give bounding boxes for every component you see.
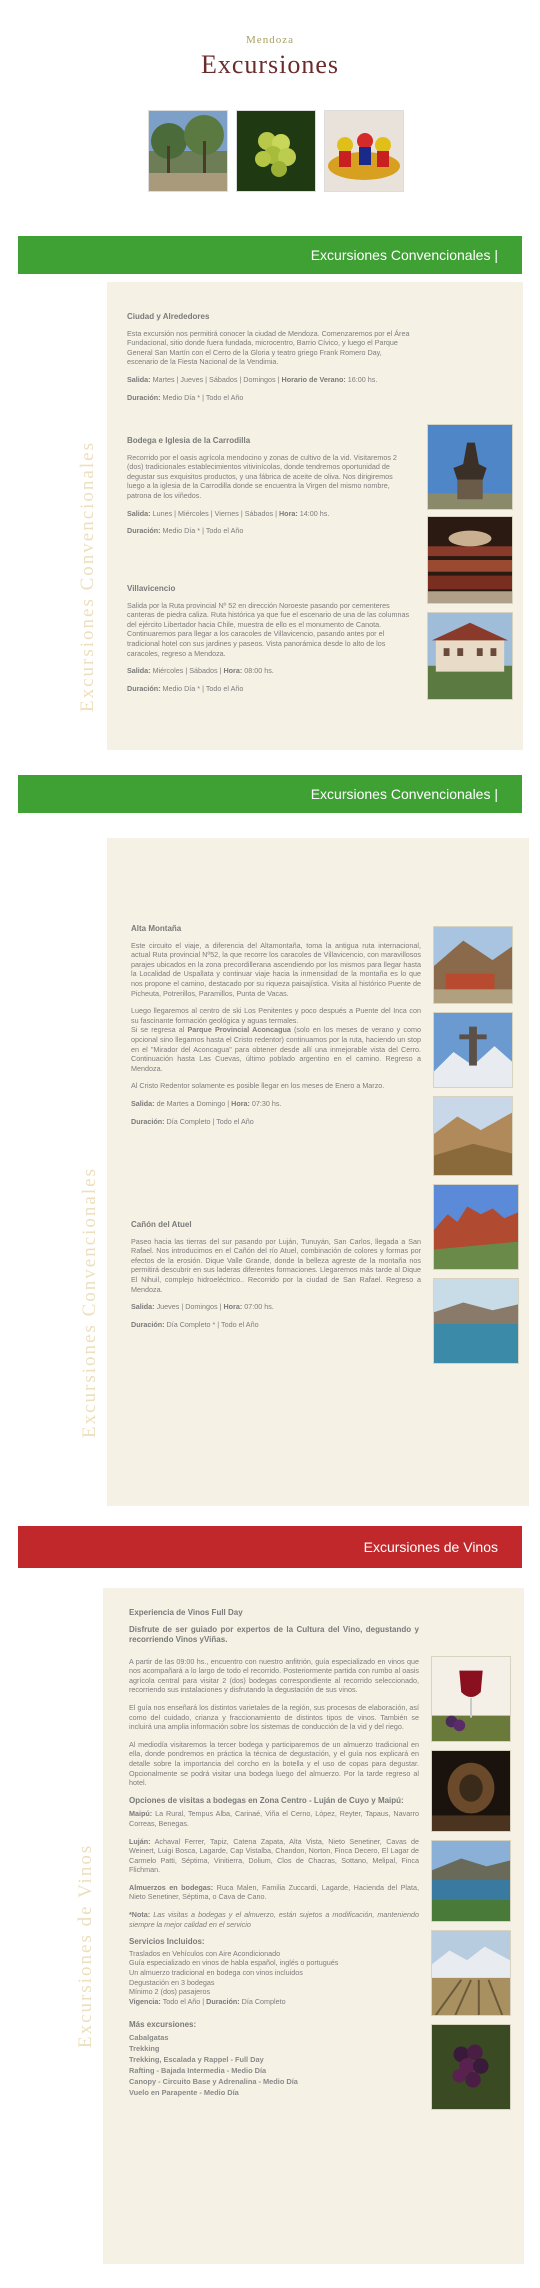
horario-value: 16:00 hs. — [345, 374, 378, 384]
tour-note: Al Cristo Redentor solamente es posible llegar en los meses de Enero a Marzo. — [131, 1081, 385, 1091]
duracion-label: Duración: — [206, 1996, 240, 2006]
mas-excursiones-link-trekking[interactable]: Trekking — [129, 2044, 160, 2053]
section-banner-convencionales-1: Excursiones Convencionales | — [18, 236, 522, 274]
section-panel-vinos — [75, 1588, 524, 2264]
opciones-title: Opciones de visitas a bodegas en Zona Centro - Luján de Cuyo y Maipú: — [129, 1795, 404, 1805]
vineyard-andes-photo — [431, 1930, 511, 2016]
tour-title: Cañón del Atuel — [131, 1220, 192, 1229]
tour-description-3c: (solo en los meses de verano y como opcional sino llegamos hasta el Cristo redentor) continuamos por la ruta, haciendo un stop en el "Mirador del Aconcagua" para obtener desde allí una inmejorable vista del Cerro. Continuación hasta Las Cuevas, último poblado argentino en el camino. Regreso a Mendoza. — [131, 1025, 421, 1073]
salida-value: Jueves | Domingos | — [154, 1302, 224, 1312]
nota-value: Las visitas a bodegas y el almuerzo, están sujetos a modificación, manteniendo siempre la mejor calidad en el servicio — [129, 1910, 419, 1929]
mas-excursiones-title: Más excursiones: — [129, 2020, 197, 2030]
duracion-value: Día Completo — [239, 1996, 286, 2006]
section-banner-convencionales-2: Excursiones Convencionales | — [18, 775, 522, 813]
vigencia-label: Vigencia: — [129, 1996, 161, 2006]
tour-title: Alta Montaña — [131, 924, 182, 933]
duracion-label: Duración: — [131, 1319, 165, 1329]
salida-label: Salida: — [127, 508, 151, 518]
almuerzos-value: Ruca Malen, Familia Zuccardi, Lagarde, Hacienda del Plata, Nieto Senetiner, Séptima, o Cava de Cano. — [129, 1882, 419, 1902]
mountain-station-photo — [433, 926, 513, 1004]
mas-excursiones-link-cabalgatas[interactable]: Cabalgatas — [129, 2033, 169, 2042]
cristo-redentor-photo — [433, 1012, 513, 1088]
horario-label: Hora: — [223, 666, 243, 676]
red-grapes-photo — [431, 2024, 511, 2110]
tour-title: Bodega e Iglesia de la Carrodilla — [127, 436, 251, 445]
tour-description-2: Luego llegaremos al centro de ski Los Penitentes y poco después a Puente del Inca con su fascinante formación geológica y aguas termales. — [131, 1006, 421, 1025]
nota-label: *Nota: — [129, 1910, 151, 1920]
duracion-label: Duración: — [131, 1116, 165, 1126]
tour-description: Este circuito el viaje, a diferencia del Altamontaña, toma la antigua ruta internacional, actual Ruta provincial Nº52, la que recorre los caracoles de Villavicencio, con maravillosos parajes ubicados en la zona precordillerana ascendiendo por los mismos para llegar hasta la Localidad de Uspallata y continuar viaje hacia la inmensidad de la montaña es lo que nos propone el camino, destacado por su riqueza paisajística. Visita al histórico Puente de Picheuta, Potrerillos, Paramillos, Punta de Vacas. — [131, 940, 421, 998]
rafting-photo — [324, 110, 404, 192]
servicios-item: Un almuerzo tradicional en bodega con vinos incluidos — [129, 1968, 303, 1978]
tour-ciudad — [127, 312, 412, 410]
wine-tour-p1: A partir de las 09:00 hs., encuentro con nuestro anfitrión, guía especializado en vinos que nos acompañará a lo largo de todo el recorrido. Posteriormente partida con rumbo al oasis agrícola central para visitar 2 (dos) bodegas correspondiente al recorrido seleccionado, recorriendo sus instalaciones y disfrutando la degustación de sus vinos. — [129, 1656, 419, 1695]
horario-label: Horario de Verano: — [281, 374, 346, 384]
mas-excursiones-link-parapente[interactable]: Vuelo en Parapente - Medio Día — [129, 2088, 239, 2097]
horario-label: Hora: — [231, 1098, 250, 1108]
section-panel-1 — [77, 282, 523, 750]
duracion-value: Día Completo * | Todo el Año — [164, 1319, 259, 1329]
side-label-1: Excursiones Convencionales — [77, 441, 98, 712]
side-label-vinos: Excursiones de Vinos — [75, 1843, 96, 2048]
monument-photo — [427, 424, 513, 510]
tour-title: Villavicencio — [127, 584, 176, 593]
grapes-photo — [236, 110, 316, 192]
horario-label: Hora: — [278, 508, 298, 518]
parque-aconcagua-text: Parque Provincial Aconcagua — [187, 1025, 291, 1035]
tour-description-3a: Si se regresa al — [131, 1025, 188, 1035]
horario-label: Hora: — [223, 1302, 243, 1312]
tour-canon-atuel — [131, 1220, 421, 1337]
duracion-value: Día Completo | Todo el Año — [164, 1116, 254, 1126]
salida-value: Lunes | Miércoles | Viernes | Sábados | — [150, 508, 279, 518]
side-label-2: Excursiones Convencionales — [79, 1167, 100, 1438]
lujan-value: Achaval Ferrer, Tapiz, Catena Zapata, Alta Vista, Nieto Senetiner, Cavas de Weinert, Luigi Bosca, Lagarde, Cap Vistalba, Chandon, Norton, Finca Decero, El Lagar de Carmelo Patti, Séptima, Vinitierra, Dolium, Clos de Chacras, Sottano, Melipal, Finca Flichman. — [129, 1836, 419, 1875]
mas-excursiones-link-canopy[interactable]: Canopy - Circuito Base y Adrenalina - Medio Día — [129, 2077, 298, 2086]
tour-villavicencio — [127, 584, 412, 701]
city-park-photo — [148, 110, 228, 192]
salida-value: Miércoles | Sábados | — [150, 666, 224, 676]
horario-value: 07:30 hs. — [249, 1098, 282, 1108]
valley-photo — [433, 1096, 513, 1176]
dam-lake-photo — [433, 1278, 519, 1364]
tour-description: Salida por la Ruta provincial Nº 52 en dirección Noroeste pasando por cementeres canteras de piedra caliza. Ruta histórica ya que fue el escenario de una de las columnas del ejército Libertador hacia Chile, muestra de ello es el monumento de Canota. Continuaremos para llegar a los caracoles de Villavicencio, pasando antes por el tradicional hotel con sus jardines y paseos. Vista panorámica desde lo alto de los caracoles, regreso a Mendoza. — [127, 600, 410, 658]
barrels-photo — [427, 516, 513, 604]
hotel-photo — [427, 612, 513, 700]
servicios-item: Guía especializado en vinos de habla español, inglés o portugués — [129, 1958, 339, 1968]
salida-value: de Martes a Domingo | — [154, 1098, 232, 1108]
duracion-value: Medio Día * | Todo el Año — [160, 526, 244, 536]
horario-value: 14:00 hs. — [297, 508, 330, 518]
salida-label: Salida: — [131, 1098, 155, 1108]
lujan-label: Luján: — [129, 1836, 151, 1846]
tour-description: Recorrido por el oasis agrícola mendocino y zonas de cultivo de la vid. Visitaremos 2 (dos) tradicionales establecimientos vitivinícolas, donde tendremos oportunidad de degustar sus exquisitos productos, y una fábrica de aceite de oliva. Nos dirigiremos luego a la iglesia de la Carrodilla donde se encuentra la Virgen del mismo nombre, patrona de los viñedos. — [127, 452, 397, 500]
salida-label: Salida: — [127, 666, 151, 676]
wine-tour-p2: El guía nos enseñará los distintos varietales de la región, sus procesos de elaboración, así como del cuidado, crianza y fraccionamiento de distintos tipos de vinos. También se incluirá una amplia información sobre los sistemas de conducción de la vid y del riego. — [129, 1702, 419, 1732]
duracion-label: Duración: — [127, 683, 161, 693]
canyon-photo — [433, 1184, 519, 1270]
servicios-item: Degustación en 3 bodegas — [129, 1977, 215, 1987]
wine-tour-p3: Al mediodía visitaremos la tercer bodega y participaremos de un almuerzo tradicional en ella, donde pondremos en práctica la técnica de degustación, y el guía nos explicará en detalle sobre la importancia del corcho en la botella y el uso de copas para degustar. Opcionalmente se podrá visitar una bodega luego del almuerzo. Por la tarde regreso al hotel. — [129, 1739, 419, 1788]
vigencia-value: Todo el Año | — [160, 1996, 207, 2006]
page-title: Excursiones — [200, 50, 340, 79]
salida-label: Salida: — [127, 374, 151, 384]
tour-alta-montana — [131, 924, 421, 1134]
servicios-item: Traslados en Vehículos con Aire Acondicionado — [129, 1948, 281, 1958]
tour-carrodilla — [127, 436, 412, 544]
section-panel-2 — [79, 838, 529, 1506]
wine-glass-photo — [431, 1656, 511, 1742]
tour-title: Ciudad y Alrededores — [127, 312, 210, 321]
servicios-title: Servicios Incluidos: — [129, 1937, 205, 1947]
duracion-value: Medio Día * | Todo el Año — [160, 392, 244, 402]
section-banner-vinos: Excursiones de Vinos — [18, 1526, 522, 1568]
header-subtitle: Mendoza — [246, 34, 294, 46]
wine-cellar-photo — [431, 1750, 511, 1832]
vineyard-lake-photo — [431, 1840, 511, 1922]
duracion-value: Medio Día * | Todo el Año — [160, 683, 244, 693]
servicios-item: Mínimo 2 (dos) pasajeros — [129, 1987, 211, 1997]
salida-label: Salida: — [131, 1302, 155, 1312]
wine-tour-title: Experiencia de Vinos Full Day — [129, 1608, 243, 1617]
mas-excursiones-link-rafting[interactable]: Rafting - Bajada Intermedia - Medio Día — [129, 2066, 267, 2075]
tour-description: Esta excursión nos permitirá conocer la ciudad de Mendoza. Comenzaremos por el Área Fundacional, sitio donde fuera fundada, microcentro, Barrio Cívico, y luego el Parque General San Martín con el Cerro de la Gloria y teatro griego Frank Romero Day, escenario de la Fiesta Nacional de la Vendimia. — [127, 328, 410, 367]
duracion-label: Duración: — [127, 526, 161, 536]
wine-tour-content — [129, 1608, 419, 2098]
almuerzos-label: Almuerzos en bodegas: — [129, 1882, 214, 1892]
tour-description: Paseo hacia las tierras del sur pasando por Luján, Tunuyán, San Carlos, llegada a San Rafael. Nos introducimos en el Cañón del río Atuel, combinación de colores y formas por efectos de la erosión. Dique Valle Grande, donde la belleza agreste de la montaña nos permitirá descubrir en sus laderas diferentes formaciones. Llegaremos más tarde al Dique El Nihuil, complejo hidroeléctrico.. Recorrido por la ciudad de San Rafael. Regreso a Mendoza. — [131, 1236, 421, 1294]
duracion-label: Duración: — [127, 392, 161, 402]
mas-excursiones-link-trekking-escalada[interactable]: Trekking, Escalada y Rappel - Full Day — [129, 2055, 264, 2064]
horario-value: 08:00 hs. — [242, 666, 274, 676]
salida-value: Martes | Jueves | Sábados | Domingos | — [150, 374, 282, 384]
horario-value: 07:00 hs. — [242, 1302, 274, 1312]
maipu-label: Maipú: — [129, 1809, 153, 1819]
wine-tour-subtitle: Disfrute de ser guiado por expertos de la Cultura del Vino, degustando y recorriendo Vinos yViñas. — [129, 1624, 419, 1644]
maipu-value: La Rural, Tempus Alba, Carinaé, Viña el Cerno, López, Reyter, Tapaus, Navarro Correas, Benegas. — [129, 1809, 419, 1828]
